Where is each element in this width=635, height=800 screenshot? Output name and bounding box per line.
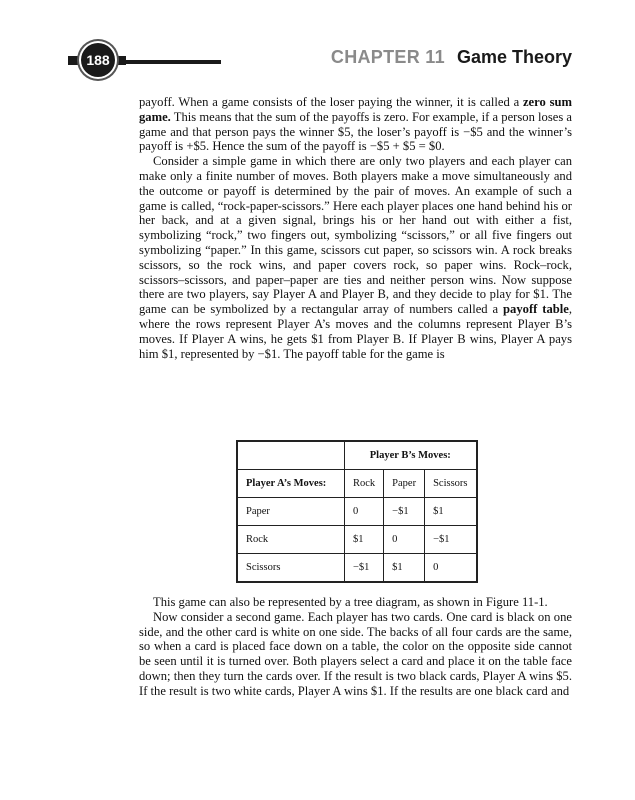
col-header: Scissors — [425, 470, 477, 498]
table-cell: −$1 — [384, 498, 425, 526]
table-cell: 0 — [425, 554, 477, 583]
table-cell: $1 — [384, 554, 425, 583]
table-cell: $1 — [425, 498, 477, 526]
header-rule — [126, 60, 221, 64]
col-header: Paper — [384, 470, 425, 498]
row-label: Paper — [237, 498, 345, 526]
row-label: Rock — [237, 526, 345, 554]
running-header — [331, 47, 572, 68]
table-cell: $1 — [345, 526, 384, 554]
term-zero-sum: zero sum game. — [139, 95, 572, 124]
row-label: Scissors — [237, 554, 345, 583]
table-cell: −$1 — [425, 526, 477, 554]
text-run: Consider a simple game in which there are only two players and each player can make only a finite number of moves. Both players make a move simultaneously and the outcome or payoff is determined by the pair of moves. An example of such a game is called, “rock-paper-scissors.” Here each player places one hand behind his or her back, and at a given signal, brings his or her hand out with either a fist, symbolizing “rock,” two fingers out, symbolizing “scissors,” or all five fingers out symbolizing “paper.” In this game, scissors cut paper, so scissors win. A rock breaks scissors, so the rock wins, and paper covers rock, so paper wins. Rock–rock, scissors–scissors, and paper–paper are ties and neither person wins. Now suppose there are two players, say Player A and Player B, and they decide to play for $1. The game can be symbolized by a rectangular array of numbers called a — [139, 154, 572, 317]
table-empty-corner — [237, 441, 345, 470]
col-header: Rock — [345, 470, 384, 498]
text-run: payoff. When a game consists of the loser paying the winner, it is called a — [139, 95, 523, 109]
term-payoff-table: payoff table — [503, 302, 569, 317]
text-run: , where the rows represent Player A’s moves and the columns represent Player B’s moves. If Player A wins, he gets $1 from Player B. If Player B wins, Player A pays him $1, represented by −$1. The payoff table for the game is — [139, 302, 572, 361]
page-number-badge — [68, 42, 126, 78]
page-number: 188 — [86, 52, 110, 68]
paragraph-tree-diagram: This game can also be represented by a tree diagram, as shown in Figure 11-1. — [153, 595, 548, 609]
table-row — [237, 554, 477, 583]
body-text-bottom — [139, 595, 572, 699]
col-group-header: Player B’s Moves: — [345, 441, 477, 470]
table-row — [237, 526, 477, 554]
chapter-title: Game Theory — [456, 47, 572, 67]
table-header-row — [237, 470, 477, 498]
body-text-top — [139, 95, 572, 361]
table-cell: 0 — [345, 498, 384, 526]
paragraph-second-game: Now consider a second game. Each player has two cards. One card is black on one side, and the other card is white on one side. The backs of all four cards are the same, so when a card is placed face down on a table, the color on the opposite side cannot be seen until it is turned over. Both players select a card and place it on the table face down; then they turn the cards over. If the result is two black cards, Player A wins $5. If the result is two white cards, Player A wins $1. If the results are one black card and — [139, 609, 572, 698]
payoff-table-wrapper — [236, 440, 478, 583]
paragraph-rock-paper-scissors — [139, 154, 572, 361]
chapter-label: CHAPTER 11 — [330, 47, 445, 67]
table-group-header-row — [237, 441, 477, 470]
table-cell: −$1 — [345, 554, 384, 583]
row-header: Player A’s Moves: — [237, 470, 345, 498]
text-run: This means that the sum of the payoffs is zero. For example, if a person loses a game and that person pays the winner $5, the loser’s payoff is −$5 and the winner’s payoff is +$5. Hence the sum of the payoff is −$5 + $5 = $0. — [139, 109, 572, 154]
paragraph-zero-sum — [139, 95, 572, 154]
table-cell: 0 — [384, 526, 425, 554]
payoff-table — [236, 440, 478, 583]
table-row — [237, 498, 477, 526]
